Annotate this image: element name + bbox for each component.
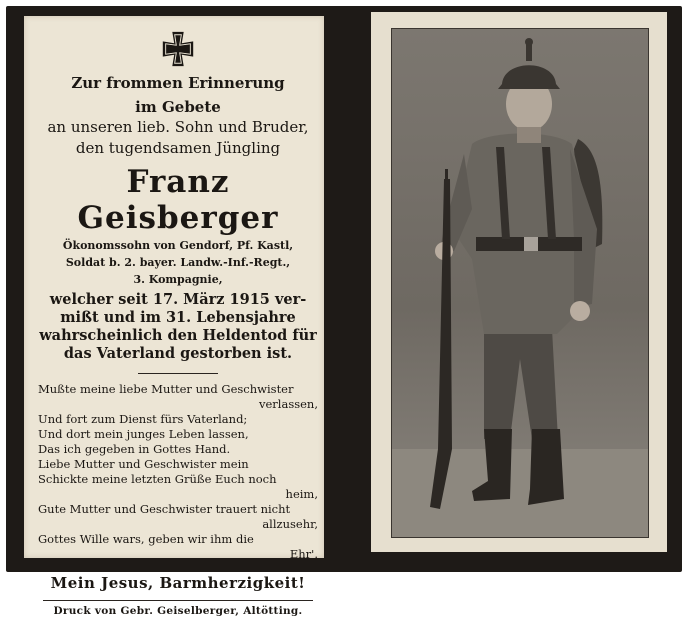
poem-line: allzusehr, bbox=[262, 517, 318, 531]
detail-line-2: Soldat b. 2. bayer. Landw.-Inf.-Regt., bbox=[65, 256, 291, 269]
death-line-3: wahrscheinlich den Heldentod für bbox=[39, 327, 317, 344]
death-notice bbox=[36, 291, 320, 363]
deceased-name: Franz Geisberger bbox=[77, 164, 279, 236]
text-content bbox=[36, 20, 320, 617]
detail-line-1: Ökonomssohn von Gendorf, Pf. Kastl, bbox=[62, 239, 294, 252]
death-line-2: mißt und im 31. Lebensjahre bbox=[60, 309, 296, 326]
prayer-line: Mein Jesus, Barmherzigkeit! bbox=[50, 574, 306, 592]
iron-cross-icon bbox=[159, 30, 197, 68]
poem-line: Und fort zum Dienst fürs Vaterland; bbox=[38, 412, 248, 426]
poem-line: heim, bbox=[285, 487, 318, 501]
text-panel bbox=[24, 16, 324, 617]
printer-imprint: Druck von Gebr. Geiselberger, Altötting. bbox=[53, 605, 303, 617]
poem-line: Gute Mutter und Geschwister trauert nicht bbox=[38, 502, 291, 516]
divider bbox=[138, 373, 218, 374]
death-line-1: welcher seit 17. März 1915 ver- bbox=[49, 291, 307, 308]
memorial-card bbox=[6, 6, 682, 617]
divider bbox=[43, 600, 313, 601]
poem-line: Mußte meine liebe Mutter und Geschwister bbox=[38, 382, 294, 396]
poem-line: Und dort mein junges Leben lassen, bbox=[38, 427, 249, 441]
poem-line: Das ich gegeben in Gottes Hand. bbox=[38, 442, 231, 456]
detail-line-3: 3. Kompagnie, bbox=[133, 273, 223, 286]
poem-line: Schickte meine letzten Grüße Euch noch bbox=[38, 472, 277, 486]
poem-line: Liebe Mutter und Geschwister mein bbox=[38, 457, 249, 471]
soldier-figure bbox=[392, 29, 648, 537]
intro-line-4: den tugendsamen Jüngling bbox=[75, 139, 281, 157]
intro-line-3: an unseren lieb. Sohn und Bruder, bbox=[47, 118, 309, 136]
soldier-photo bbox=[391, 28, 649, 538]
intro-line-1: Zur frommen Erinnerung bbox=[71, 74, 285, 92]
poem-line: Ehr'. bbox=[289, 547, 318, 561]
death-line-4: das Vaterland gestorben ist. bbox=[63, 345, 293, 362]
poem-line: verlassen, bbox=[258, 397, 318, 411]
poem bbox=[36, 382, 320, 562]
poem-line: Gottes Wille wars, geben wir ihm die bbox=[38, 532, 254, 546]
photo-panel bbox=[371, 12, 667, 552]
intro-line-2: im Gebete bbox=[135, 98, 221, 116]
